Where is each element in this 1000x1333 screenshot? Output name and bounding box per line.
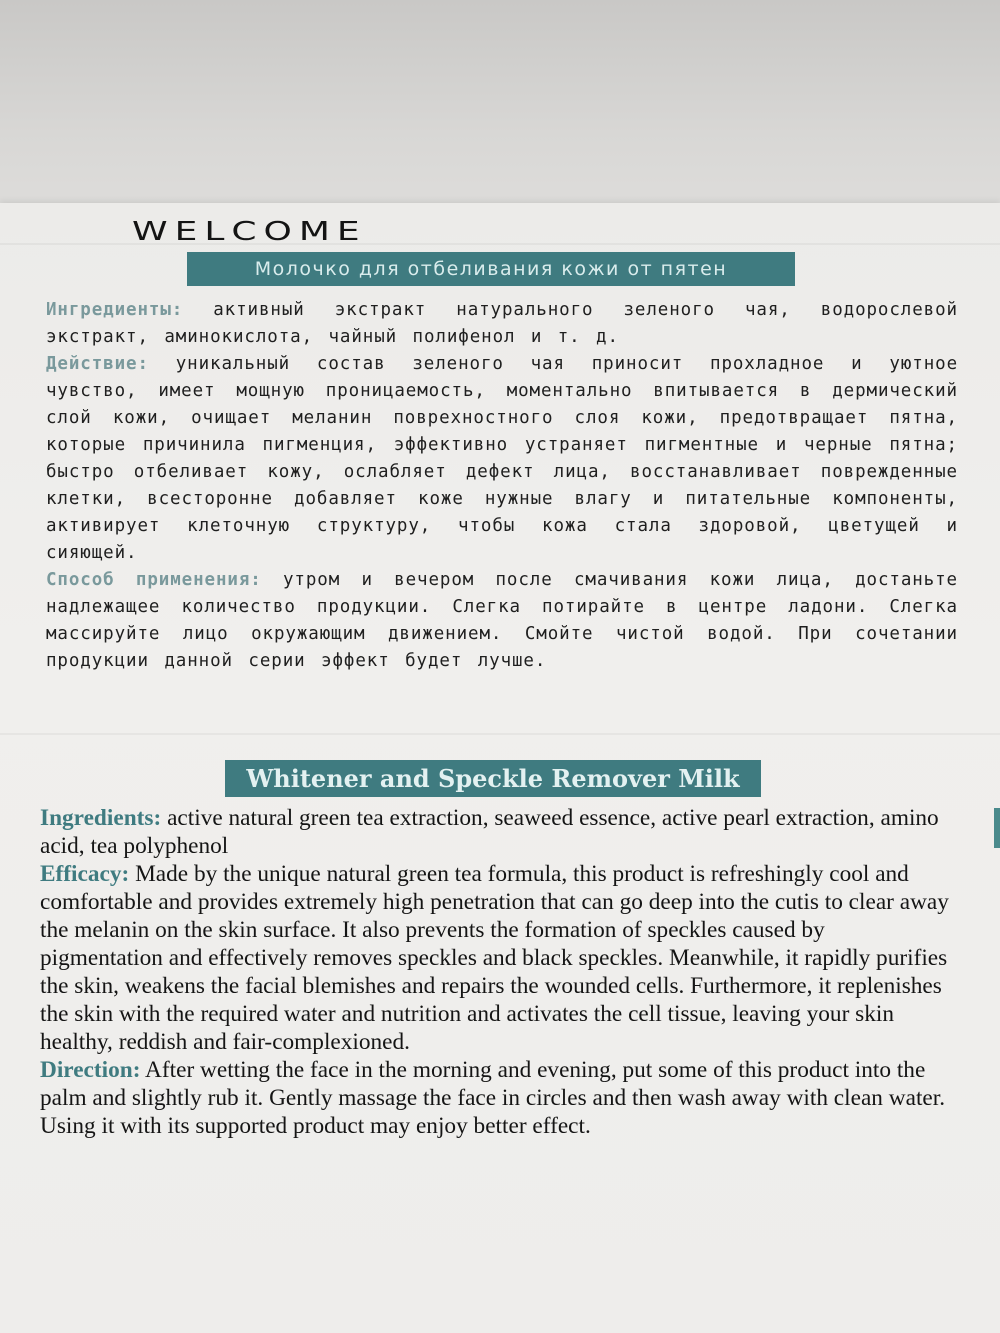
english-title-banner: Whitener and Speckle Remover Milk [225, 760, 761, 797]
en-ingredients-label: Ingredients: [40, 805, 162, 831]
ru-action-label: Действие: [46, 354, 149, 374]
en-ingredients-paragraph [40, 804, 952, 860]
ru-action-paragraph [46, 351, 958, 567]
en-ingredients-text: active natural green tea extraction, seaweed essence, active pearl extraction, amino acid, tea polyphenol [40, 805, 939, 859]
ru-usage-paragraph [46, 567, 958, 675]
ru-action-text: уникальный состав зеленого чая приносит прохладное и уютное чувство, имеет мощную проницаемость, моментально впитывается в дермический слой кожи, очищает меланин поврехностного слоя кожи, предотвращает пятна, которые причинила пигменция, эффективно устраняет пигментные и черные пятна; быстро отбеливает кожу, ослабляет дефект лица, восстанавливает поврежденные клетки, всесторонне добавляет коже нужные влагу и питательные компоненты, активирует клеточную структуру, чтобы кожа стала здоровой, цветущей и сияющей. [46, 354, 959, 563]
en-direction-label: Direction: [40, 1057, 141, 1083]
edge-color-strip [994, 808, 1000, 848]
ru-usage-label: Способ применения: [46, 570, 262, 590]
ru-usage-text: утром и вечером после смачивания кожи лица, достаньте надлежащее количество продукции. Слегка потирайте в центре ладони. Слегка массируйте лицо окружающим движением. Смойте чистой водой. При сочетании продукции данной серии эффект будет лучше. [46, 570, 958, 671]
english-description [40, 804, 952, 1140]
en-direction-text: After wetting the face in the morning and evening, put some of this product into the palm and slightly rub it. Gently massage the face in circles and then wash away with clean water. Using it with its supported product may enjoy better effect. [40, 1057, 946, 1139]
russian-title-banner: Молочко для отбеливания кожи от пятен [187, 252, 795, 286]
paper-fold-line [0, 733, 1000, 735]
en-direction-paragraph [40, 1056, 952, 1140]
ru-ingredients-paragraph [46, 297, 958, 351]
ru-ingredients-text: активный экстракт натурального зеленого чая, водорослевой экстракт, аминокислота, чайный полифенол и т. д. [46, 300, 958, 347]
ru-ingredients-label: Ингредиенты: [46, 300, 184, 320]
en-efficacy-paragraph [40, 860, 952, 1056]
welcome-heading: WELCOME [132, 216, 367, 247]
en-efficacy-label: Efficacy: [40, 861, 130, 887]
en-efficacy-text: Made by the unique natural green tea formula, this product is refreshingly cool and comfortable and provides extremely high penetration that can go deep into the cutis to clear away the melanin on the skin surface. It also prevents the formation of speckles caused by pigmentation and effectively removes speckles and black speckles. Meanwhile, it rapidly purifies the skin, weakens the facial blemishes and repairs the wounded cells. Furthermore, it replenishes the skin with the required water and nutrition and activates the cell tissue, leaving your skin healthy, reddish and fair-complexioned. [40, 861, 949, 1055]
russian-description [46, 297, 958, 675]
